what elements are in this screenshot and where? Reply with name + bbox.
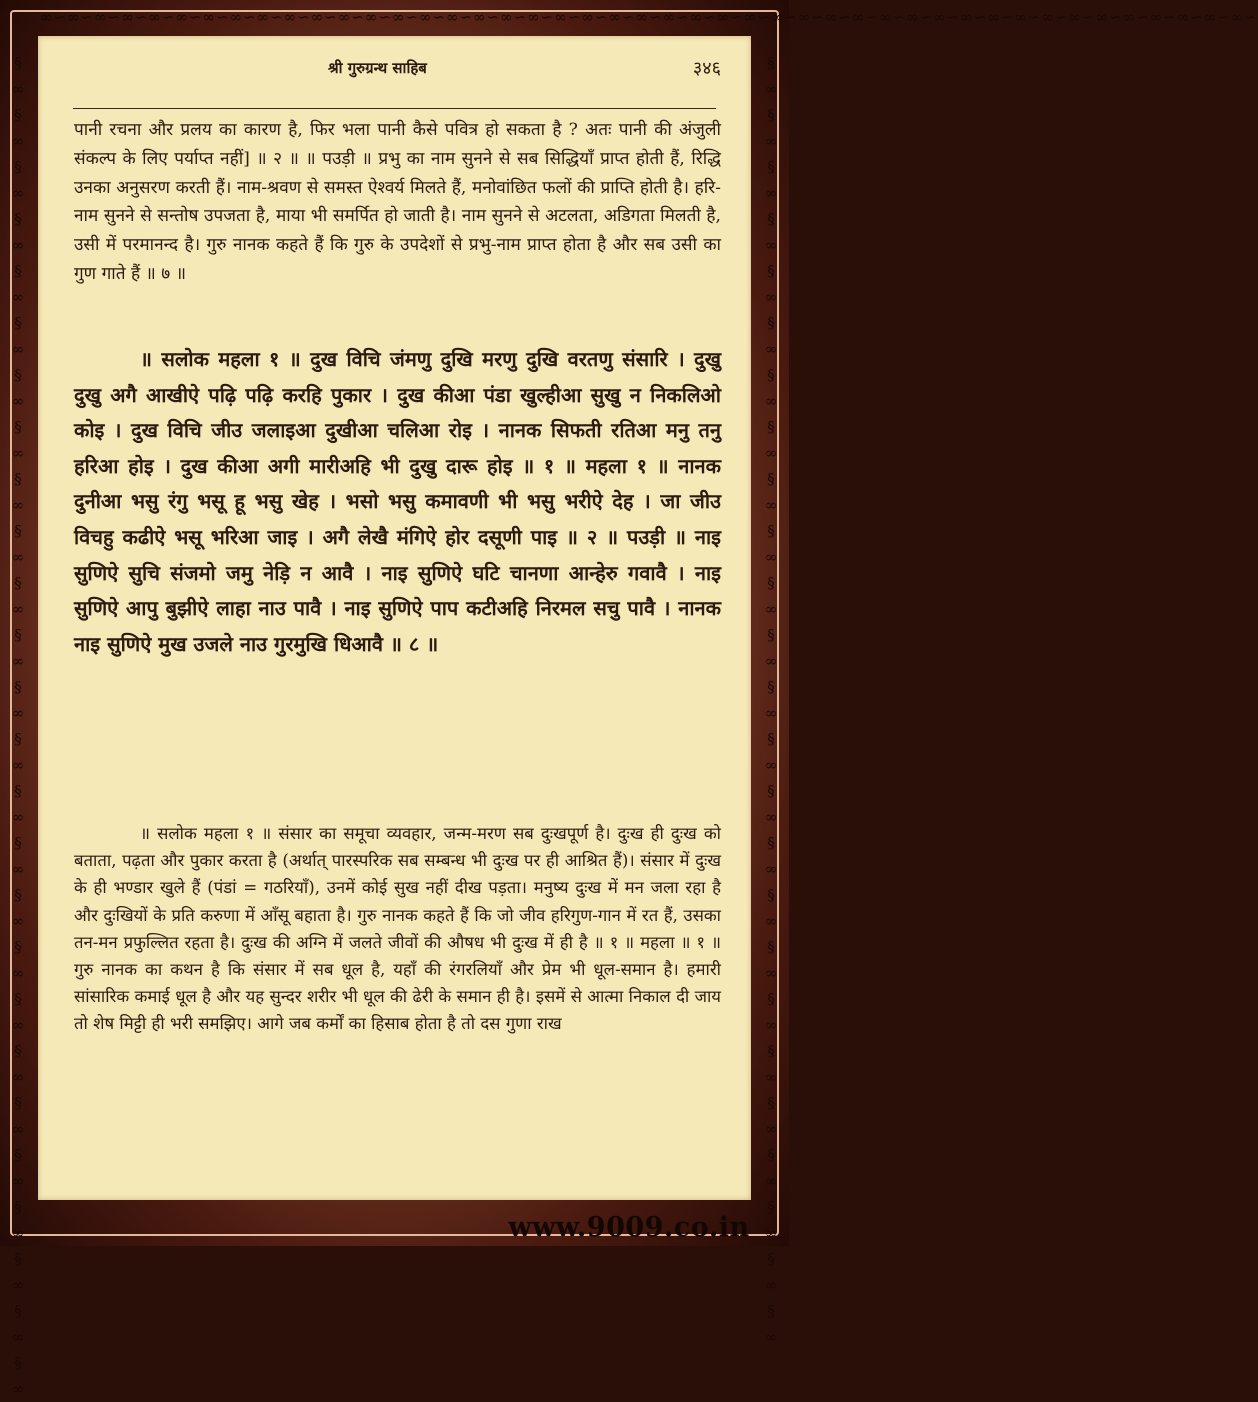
ornament-left: § ∞ § ∞ § ∞ § ∞ § ∞ § ∞ § ∞ § ∞ § ∞ § ∞ § ∞ § ∞ § ∞ § ∞ § ∞ § ∞ § ∞ § ∞ § ∞ § ∞ § ∞ § ∞ § ∞ § ∞ § ∞ § ∞ [11,54,25,1398]
translation-paragraph-2 [74,820,721,1038]
ornament-right: § ∞ § ∞ § ∞ § ∞ § ∞ § ∞ § ∞ § ∞ § ∞ § ∞ § ∞ § ∞ § ∞ § ∞ § ∞ § ∞ § ∞ § ∞ § ∞ § ∞ § ∞ § ∞ § ∞ § ∞ § ∞ [764,54,778,1346]
header-divider [73,108,716,109]
page-header [38,58,751,88]
scripture-page [38,36,751,1200]
translation-paragraph-1 [74,116,721,289]
translation-text-2: ॥ सलोक महला १ ॥ संसार का समूचा व्यवहार, जन्म-मरण सब दुःखपूर्ण है। दुःख ही दुःख को बताता, पढ़ता और पुकार करता है (अर्थात् पारस्परिक सब सम्बन्ध भी दुःख पर ही आश्रित हैं)। संसार में दुःख के ही भण्डार खुले हैं (पंडां = गठरियाँ), उनमें कोई सुख नहीं दीख पड़ता। मनुष्य दुःख में मन जला रहा है और दुःखियों के प्रति करुणा में आँसू बहाता है। गुरु नानक कहते हैं कि जो जीव हरिगुण-गान में रत हैं, उसका तन-मन प्रफुल्लित रहता है। दुःख की अग्नि में जलते जीवों की औषध भी दुःख में ही है ॥ १ ॥ महला ॥ १ ॥ गुरु नानक का कथन है कि संसार में सब धूल है, यहाँ की रंगरलियाँ और प्रेम भी धूल-समान है। हमारी सांसारिक कमाई धूल है और यह सुन्दर शरीर भी धूल की ढेरी के समान ही है। इसमें से आत्मा निकाल दी जाय तो शेष मिट्टी ही भरी समझिए। आगे जब कर्मों का हिसाब होता है तो दस गुणा राख [74,823,721,1034]
translation-text-1: पानी रचना और प्रलय का कारण है, फिर भला पानी कैसे पवित्र हो सकता है ? अतः पानी की अंजुली संकल्प के लिए पर्याप्त नहीं] ॥ २ ॥ ॥ पउड़ी ॥ प्रभु का नाम सुनने से सब सिद्धियाँ प्राप्त होती हैं, रिद्धि उनका अनुसरण करती हैं। नाम-श्रवण से समस्त ऐश्वर्य मिलते हैं, मनोवांछित फलों की प्राप्ति होती है। हरि-नाम सुनने से सन्तोष उपजता है, माया भी समर्पित हो जाती है। नाम सुनने से अटलता, अडिगता मिलती है, उसी में परमानन्द है। गुरु नानक कहते हैं कि गुरु के उपदेशों से प्रभु-नाम प्राप्त होता है और सब उसी का गुण गाते हैं ॥ ७ ॥ [74,120,721,284]
gurmukhi-paragraph [74,342,721,662]
gurmukhi-text: ॥ सलोक महला १ ॥ दुख विचि जंमणु दुखि मरणु दुखि वरतणु संसारि । दुखु दुखु अगै आखीऐ पढ़ि पढ़ि करहि पुकार । दुख कीआ पंडा खुल्हीआ सुखु न निकलिओ कोइ । दुख विचि जीउ जलाइआ दुखीआ चलिआ रोइ । नानक सिफती रतिआ मनु तनु हरिआ होइ । दुख कीआ अगी मारीअहि भी दुखु दारू होइ ॥ १ ॥ महला १ ॥ नानक दुनीआ भसु रंगु भसू हू भसु खेह । भसो भसु कमावणी भी भसु भरीऐ देह । जा जीउ विचहु कढीऐ भसू भरिआ जाइ । अगै लेखै मंगिऐ होर दसूणी पाइ ॥ २ ॥ पउड़ी ॥ नाइ सुणिऐ सुचि संजमो जमु नेड़ि न आवै । नाइ सुणिऐ घटि चानणा आन्हेरु गवावै । नाइ सुणिऐ आपु बुझीऐ लाहा नाउ पावै । नाइ सुणिऐ पाप कटीअहि निरमल सचु पावै । नानक नाइ सुणिऐ मुख उजले नाउ गुरमुखि धिआवै ॥ ८ ॥ [74,347,721,656]
ornament-top: ∞∽∞∽∞∽∞∽∞∽∞∽∞∽∞∽∞∽∞∽∞∽∞∽∞∽∞∽∞∽∞∽∞∽∞∽∞∽∞∽∞∽∞∽∞∽∞∽∞∽∞∽∞∽∞∽∞∽∞∽∞∽∞∽∞∽∞∽∞∽∞∽∞∽∞∽∞∽∞∽∞∽∞∽∞∽∞∽∞∽ [40,8,1258,26]
website-link[interactable]: www.9009.co.in [508,1212,750,1243]
book-title: श्री गुरुग्रन्थ साहिब [328,59,427,77]
page-number: ३४६ [692,58,721,79]
